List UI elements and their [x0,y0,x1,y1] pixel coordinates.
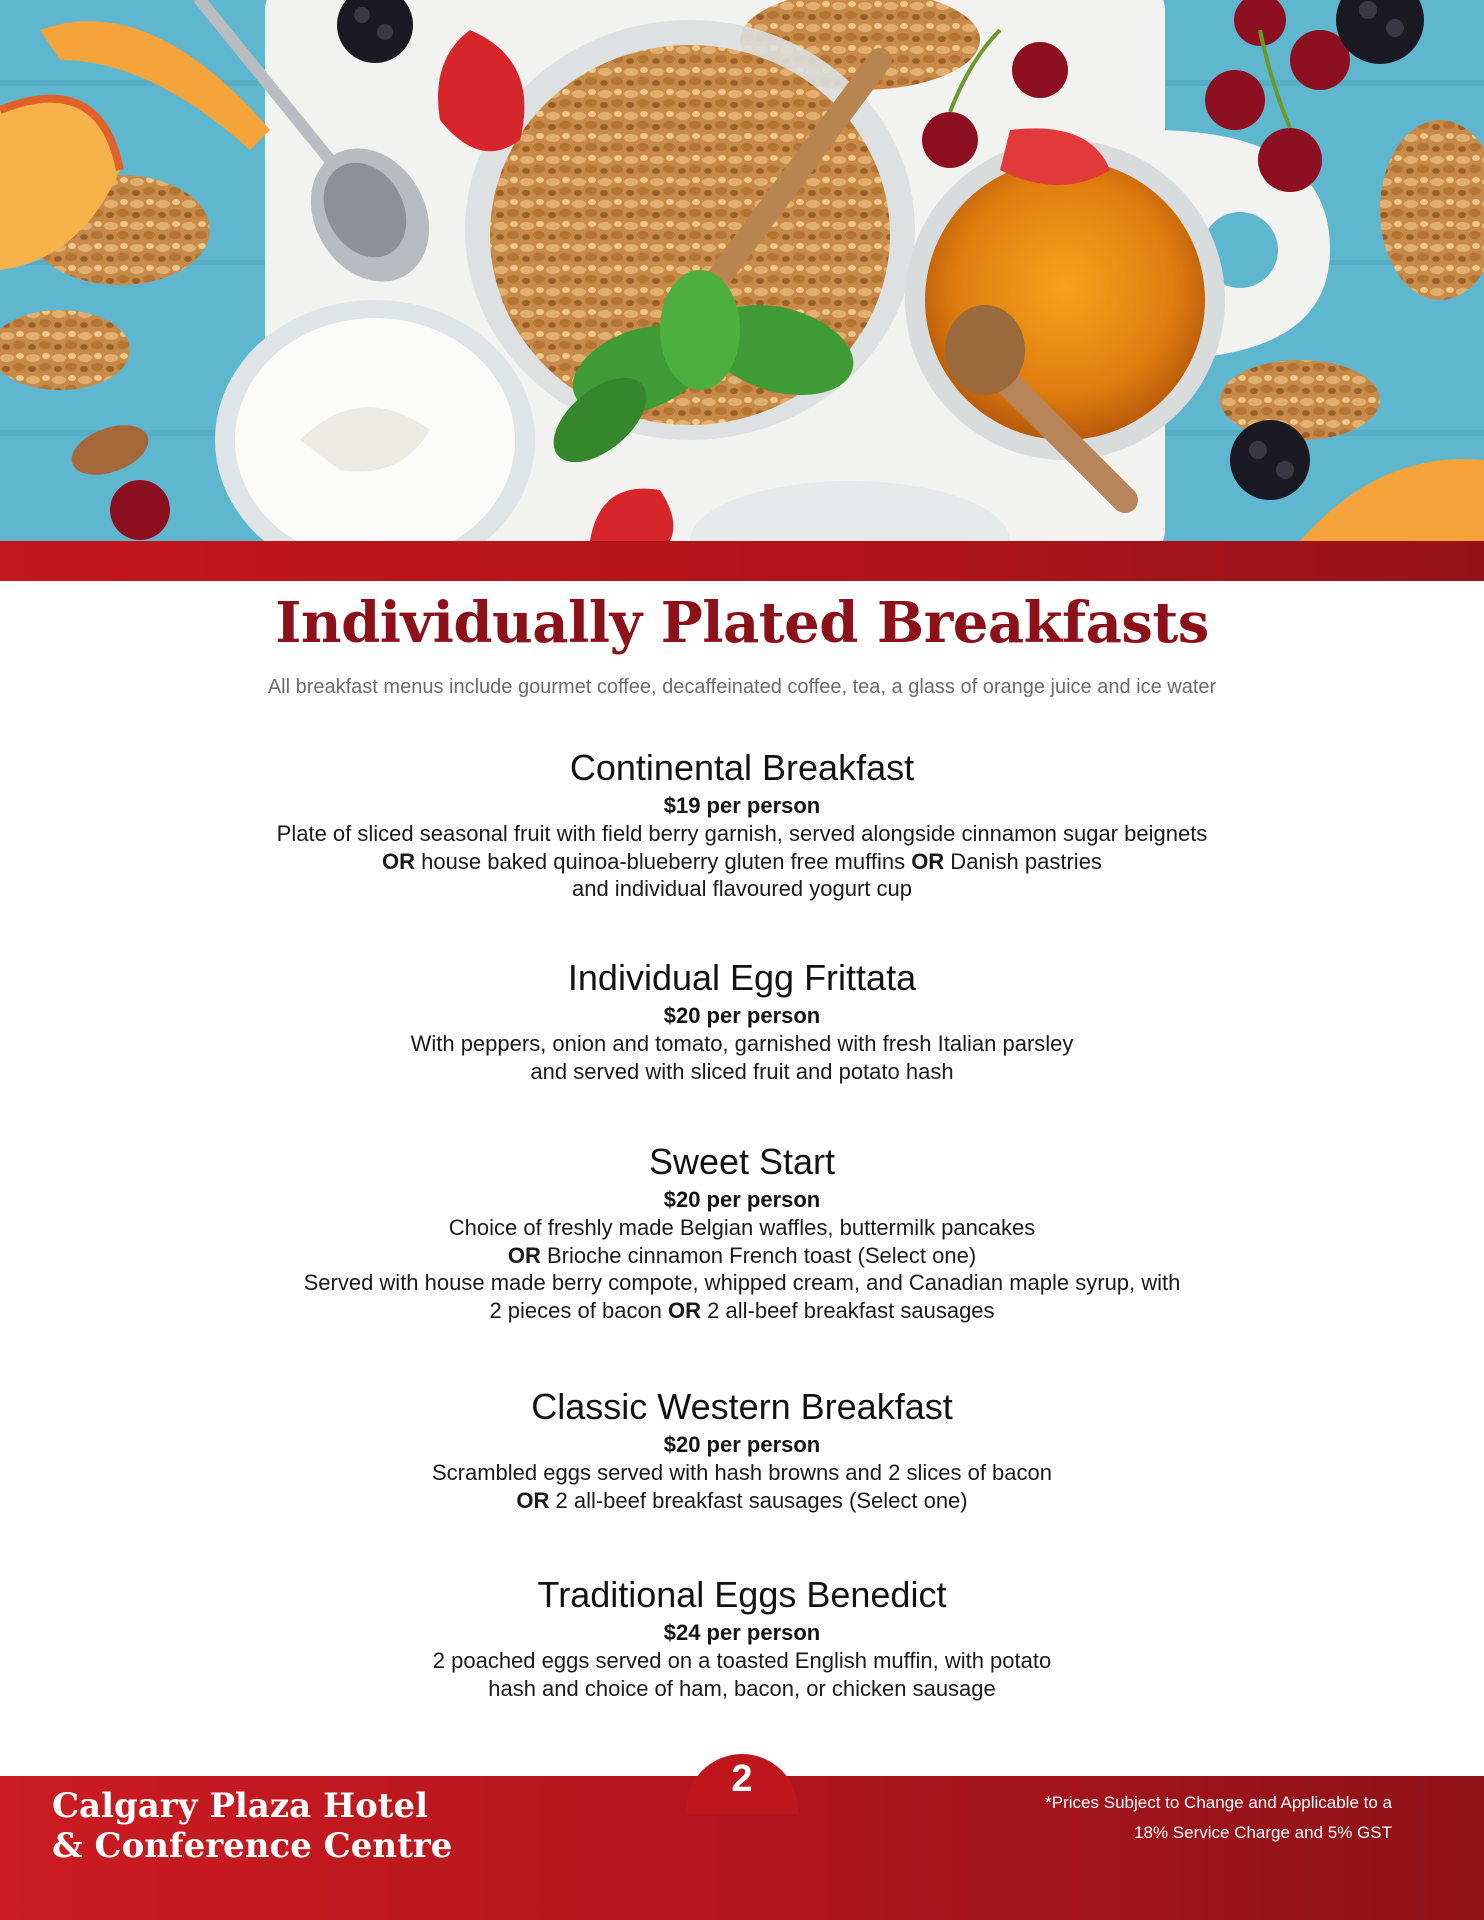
hero-breakfast-photo [0,0,1484,541]
menu-item-price: $20 per person [663,1187,821,1212]
menu-item-description-line: and served with sliced fruit and potato hash [530,1058,954,1084]
menu-item-description-line: OR Brioche cinnamon French toast (Select one) [507,1242,977,1268]
menu-item-classic-western-breakfast [0,1385,1484,1514]
menu-item-description-line: Plate of sliced seasonal fruit with field berry garnish, served alongside cinnamon sugar beignets [276,821,1208,846]
menu-item-description-line: With peppers, onion and tomato, garnished with fresh Italian parsley [410,1031,1074,1056]
menu-item-description-line: 2 pieces of bacon OR 2 all-beef breakfast sausages [489,1297,995,1323]
breakfast-photo-illustration [0,0,1484,541]
or-conjunction: OR [668,1297,702,1323]
menu-item-price: $20 per person [663,1003,821,1028]
or-conjunction: OR [911,848,945,874]
pricing-disclaimer [1045,1788,1392,1848]
or-conjunction: OR [507,1242,541,1268]
menu-item-individual-egg-frittata [0,956,1484,1085]
disclaimer-line-1: *Prices Subject to Change and Applicable to a [1045,1793,1392,1812]
menu-item-name: Traditional Eggs Benedict [537,1574,947,1615]
page-title: Individually Plated Breakfasts [275,590,1209,656]
menu-item-description-line: OR 2 all-beef breakfast sausages (Select one) [516,1487,968,1513]
menu-item-name: Continental Breakfast [569,747,915,788]
menu-item-description-line: and individual flavoured yogurt cup [571,876,912,901]
or-conjunction: OR [382,848,416,874]
page-number: 2 [731,1758,753,1800]
brand-line-2: & Conference Centre [52,1826,453,1866]
menu-item-price: $20 per person [663,1432,821,1457]
menu-item-price: $19 per person [663,793,821,818]
menu-item-description-line: Scrambled eggs served with hash browns and 2 slices of bacon [431,1460,1052,1485]
menu-item-description-line: Served with house made berry compote, whipped cream, and Canadian maple syrup, with [303,1270,1181,1295]
header-red-band [0,541,1484,581]
menu-item-name: Individual Egg Frittata [567,957,917,998]
menu-item-name: Sweet Start [648,1141,836,1182]
menu-item-description-line: hash and choice of ham, bacon, or chicken sausage [488,1675,996,1701]
menu-item-traditional-eggs-benedict [0,1573,1484,1702]
page-subtitle: All breakfast menus include gourmet coffee, decaffeinated coffee, tea, a glass of orange juice and ice water [267,676,1217,698]
menu-item-name: Classic Western Breakfast [531,1386,953,1427]
menu-item-description-line: Choice of freshly made Belgian waffles, buttermilk pancakes [448,1215,1036,1240]
hotel-brand-logo [52,1786,452,1866]
brand-line-1: Calgary Plaza Hotel [52,1786,429,1826]
or-conjunction: OR [516,1487,550,1513]
menu-item-description-line: OR house baked quinoa-blueberry gluten free muffins OR Danish pastries [382,848,1102,874]
menu-item-price: $24 per person [663,1620,821,1645]
disclaimer-line-2: 18% Service Charge and 5% GST [1134,1823,1392,1842]
menu-item-description-line: 2 poached eggs served on a toasted English muffin, with potato [432,1648,1052,1673]
menu-item-continental-breakfast [0,746,1484,903]
menu-item-sweet-start [0,1140,1484,1324]
